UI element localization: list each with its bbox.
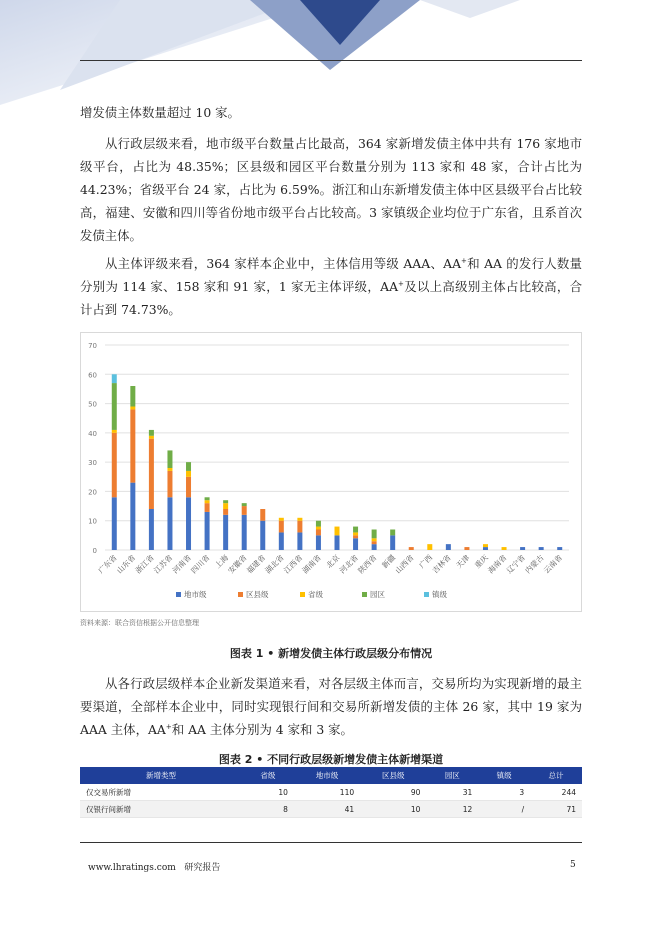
para3-sup-2: +	[398, 279, 404, 288]
table-cell: /	[478, 801, 530, 818]
bar-segment	[390, 535, 395, 550]
table-cell: 244	[530, 784, 582, 801]
paragraph-3	[80, 252, 582, 321]
x-tick-label: 天津	[454, 553, 472, 571]
bar-segment	[316, 530, 321, 536]
y-tick-label: 30	[88, 459, 97, 468]
bar-segment	[242, 503, 247, 506]
footer-rule	[80, 842, 582, 843]
footer-left	[88, 860, 220, 873]
bar-segment	[242, 515, 247, 550]
x-tick-label: 河南省	[170, 553, 193, 576]
bar-segment	[205, 503, 210, 512]
header-park: 园区	[426, 767, 478, 784]
para4-sup: +	[165, 722, 172, 731]
bar-segment	[427, 544, 432, 550]
header-provincial: 省级	[242, 767, 294, 784]
bar-segment	[130, 409, 135, 482]
table-cell: 仅银行间新增	[80, 801, 242, 818]
footer-site: www.lhratings.com	[88, 863, 176, 873]
x-tick-label: 江西省	[282, 553, 305, 576]
bar-segment	[223, 503, 228, 509]
header-town: 镇级	[478, 767, 530, 784]
header-city: 地市级	[294, 767, 360, 784]
x-tick-label: 辽宁省	[504, 553, 528, 576]
y-tick-label: 10	[88, 517, 97, 526]
x-tick-label: 湖北省	[263, 553, 286, 576]
table-cell: 3	[478, 784, 530, 801]
bar-segment	[279, 518, 284, 521]
bar-segment	[353, 532, 358, 535]
channel-table	[80, 767, 582, 818]
paragraph-4	[80, 672, 582, 741]
legend-label: 地市级	[184, 590, 207, 599]
bar-segment	[520, 547, 525, 550]
table-row	[80, 784, 582, 801]
bar-segment	[167, 497, 172, 550]
figure-caption-2: 图表 2 • 不同行政层级新增发债主体新增渠道	[218, 753, 444, 766]
bar-segment	[316, 527, 321, 530]
bar-segment	[149, 430, 154, 436]
x-tick-label: 新疆	[380, 553, 398, 571]
x-tick-label: 吉林省	[430, 553, 453, 576]
bar-segment	[353, 538, 358, 550]
x-tick-label: 河北省	[337, 553, 360, 576]
bar-segment	[130, 483, 135, 550]
para4-a: 从各行政层级样本企业新发渠道来看，对各层级主体而言，交易所均为实现新增的最主要渠道，全部样本企业中，同时实现银行间和交易所新增发债的主体 26 家，其中 19 家为 AAA 主体，AA	[80, 676, 582, 737]
x-tick-label: 陕西省	[356, 553, 379, 576]
x-tick-label: 上海	[213, 553, 231, 571]
bar-segment	[167, 468, 172, 471]
header-total: 总计	[530, 767, 582, 784]
table-header-row	[80, 767, 582, 784]
bar-segment	[130, 386, 135, 407]
table-cell: 110	[294, 784, 360, 801]
table-cell: 31	[426, 784, 478, 801]
para3-sup-1: +	[461, 256, 467, 265]
bar-segment	[372, 538, 377, 541]
x-tick-label: 山西省	[393, 553, 416, 576]
bar-segment	[297, 532, 302, 550]
x-tick-label: 山东省	[114, 553, 138, 576]
x-tick-label: 广东省	[96, 553, 119, 576]
table-cell: 10	[242, 784, 294, 801]
legend-label: 镇级	[432, 590, 447, 599]
bar-segment	[353, 527, 358, 533]
bar-segment	[316, 521, 321, 527]
table-cell: 71	[530, 801, 582, 818]
legend-label: 区县级	[246, 590, 269, 599]
bar-segment	[335, 527, 340, 536]
bar-segment	[186, 497, 191, 550]
figure-caption-1: 图表 1 • 新增发债主体行政层级分布情况	[229, 647, 433, 660]
bar-segment	[297, 521, 302, 533]
bar-segment	[483, 544, 488, 547]
bar-segment	[205, 500, 210, 503]
paragraph-2: 从行政层级来看，地市级平台数量占比最高，364 家新增发债主体中共有 176 家地市级平台，占比为 48.35%；区县级和园区平台数量分别为 113 家和 48 家，合计占比为 44.23%；省级平台 24 家，占比为 6.59%。浙江和山东新增发债主体中区县级平台占比较高，福建、安徽和四川等省份地市级平台占比较高。3 家镇级企业均位于广东省，且系首次发债主体。	[80, 136, 582, 243]
header-county: 区县级	[360, 767, 426, 784]
table-cell: 仅交易所新增	[80, 784, 242, 801]
para3-a: 从主体评级来看，364 家样本企业中，主体信用等级 AAA、AA	[105, 256, 462, 271]
y-tick-label: 50	[88, 400, 97, 409]
bar-segment	[149, 439, 154, 509]
bar-segment	[205, 512, 210, 550]
y-tick-label: 0	[92, 547, 97, 555]
bar-segment	[112, 433, 117, 497]
legend-label: 园区	[370, 590, 385, 599]
x-tick-label: 北京	[324, 553, 342, 571]
bar-segment	[223, 500, 228, 503]
header-type: 新增类型	[80, 767, 242, 784]
footer-label: 研究报告	[184, 863, 221, 873]
bar-segment	[279, 532, 284, 550]
bar-segment	[149, 509, 154, 550]
bar-segment	[112, 374, 117, 383]
table-cell: 41	[294, 801, 360, 818]
bar-segment	[260, 521, 265, 550]
page-number: 5	[570, 860, 576, 870]
legend-swatch	[238, 592, 243, 597]
bar-segment	[297, 518, 302, 521]
bar-segment	[372, 544, 377, 550]
table-row	[80, 801, 582, 818]
bar-segment	[186, 471, 191, 477]
x-tick-label: 重庆	[472, 553, 490, 571]
bar-segment	[205, 497, 210, 500]
legend-swatch	[300, 592, 305, 597]
bar-segment	[149, 436, 154, 439]
bar-segment	[316, 535, 321, 550]
legend-swatch	[424, 592, 429, 597]
legend-label: 省级	[308, 590, 323, 599]
para4-b: 和 AA 主体分别为 4 家和 3 家。	[171, 722, 353, 737]
bar-segment	[372, 530, 377, 539]
bar-segment	[167, 471, 172, 497]
bar-segment	[335, 535, 340, 550]
source-note: 资料来源：联合资信根据公开信息整理	[80, 619, 199, 627]
bar-segment	[279, 521, 284, 533]
bar-segment	[390, 530, 395, 536]
bar-segment	[502, 547, 507, 550]
chart-container	[80, 332, 582, 612]
table-cell: 90	[360, 784, 426, 801]
x-tick-label: 福建省	[244, 553, 268, 576]
header-decoration	[0, 0, 662, 110]
x-tick-label: 海南省	[486, 553, 509, 576]
bar-segment	[112, 383, 117, 430]
bar-segment	[186, 477, 191, 498]
paragraph-1: 增发债主体数量超过 10 家。	[80, 105, 240, 120]
legend-swatch	[176, 592, 181, 597]
x-tick-label: 湖南省	[300, 553, 323, 576]
bar-segment	[353, 535, 358, 538]
y-tick-label: 60	[88, 371, 97, 380]
x-tick-label: 浙江省	[133, 553, 156, 576]
x-tick-label: 江苏省	[152, 553, 175, 576]
table-cell: 10	[360, 801, 426, 818]
bar-segment	[372, 541, 377, 544]
y-tick-label: 20	[88, 488, 97, 497]
y-tick-label: 40	[88, 429, 97, 438]
bar-segment	[167, 450, 172, 468]
x-tick-label: 四川省	[189, 553, 212, 576]
y-tick-label: 70	[88, 342, 97, 350]
bar-segment	[186, 462, 191, 471]
bar-segment	[539, 547, 544, 550]
bar-segment	[260, 509, 265, 521]
bar-segment	[446, 544, 451, 550]
bar-segment	[223, 509, 228, 515]
bar-segment	[242, 506, 247, 515]
x-tick-label: 安徽省	[226, 553, 249, 576]
bar-segment	[409, 547, 414, 550]
x-tick-label: 内蒙古	[523, 553, 546, 576]
x-tick-label: 广西	[417, 553, 435, 571]
para3-b: 和 AA 的发行人数量分别为 114 家、158 家和 91 家，1 家无主体评级，AA	[80, 256, 582, 294]
bar-segment	[130, 407, 135, 410]
bar-segment	[112, 430, 117, 433]
bar-segment	[112, 497, 117, 550]
table-cell: 8	[242, 801, 294, 818]
stacked-bar-chart	[81, 333, 581, 611]
header-rule	[80, 60, 582, 61]
bar-segment	[483, 547, 488, 550]
bar-segment	[557, 547, 562, 550]
x-tick-label: 云南省	[541, 553, 565, 576]
bar-segment	[223, 515, 228, 550]
table-cell: 12	[426, 801, 478, 818]
bar-segment	[464, 547, 469, 550]
para3-c: 及以上高级别主体占比较高，合计占到 74.73%。	[80, 279, 582, 317]
legend-swatch	[362, 592, 367, 597]
